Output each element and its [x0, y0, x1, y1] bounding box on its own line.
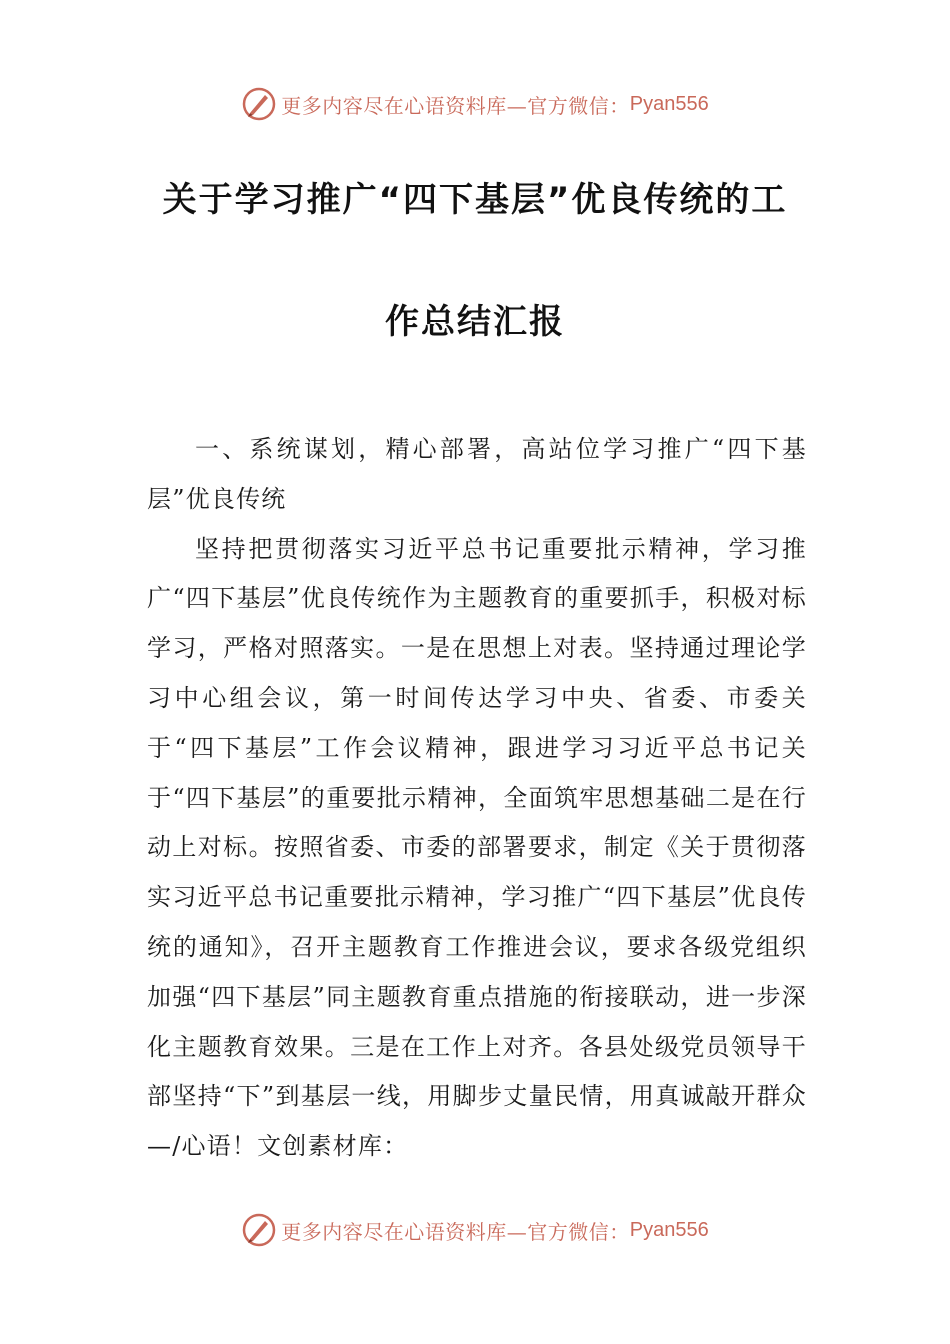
pen-logo-icon	[241, 86, 277, 122]
document-title-line-1: 关于学习推广“四下基层”优良传统的工	[162, 180, 788, 220]
pen-logo-icon	[241, 1212, 277, 1248]
watermark-header	[0, 84, 950, 124]
watermark-text: 更多内容尽在心语资料库—官方微信：	[281, 93, 630, 118]
watermark-text: 更多内容尽在心语资料库—官方微信：	[281, 1219, 630, 1244]
document-title-line-2: 作总结汇报	[385, 302, 565, 342]
watermark-wechat-id: Pyan556	[629, 1218, 709, 1241]
document-body	[147, 425, 807, 1172]
section-heading: 一、系统谋划，精心部署，高站位学习推广“四下基层”优良传统	[147, 435, 807, 513]
watermark-wechat-id: Pyan556	[629, 92, 709, 115]
body-paragraph: 坚持把贯彻落实习近平总书记重要批示精神，学习推广“四下基层”优良传统作为主题教育的重要抓手，积极对标学习，严格对照落实。一是在思想上对表。坚持通过理论学习中心组会议，第一时间传达学习中央、省委、市委关于“四下基层”工作会议精神，跟进学习习近平总书记关于“四下基层”的重要批示精神，全面筑牢思想基础二是在行动上对标。按照省委、市委的部署要求，制定《关于贯彻落实习近平总书记重要批示精神，学习推广“四下基层”优良传统的通知》，召开主题教育工作推进会议，要求各级党组织加强“四下基层”同主题教育重点措施的衔接联动，进一步深化主题教育效果。三是在工作上对齐。各县处级党员领导干部坚持“下”到基层一线，用脚步丈量民情，用真诚敲开群众—/心语！文创素材库：	[147, 534, 807, 1161]
watermark-footer	[0, 1210, 950, 1250]
